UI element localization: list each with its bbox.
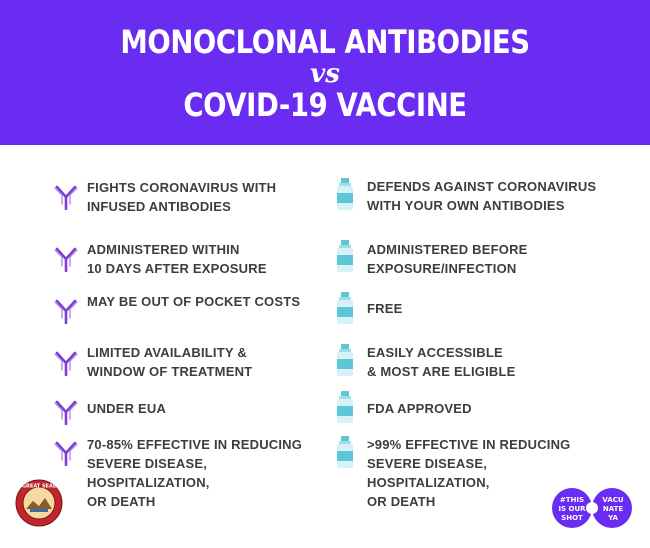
title-line-2: COVID-19 VACCINE [183, 86, 467, 124]
row-4-left-text: LIMITED AVAILABILITY & WINDOW OF TREATMENT [87, 345, 253, 379]
vaccine-vial-icon [335, 291, 355, 325]
row-6-right-text: >99% EFFECTIVE IN REDUCING SEVERE DISEASE, HOSPITALIZATION, OR DEATH [367, 437, 571, 509]
seal-text: GREAT SEAL [21, 483, 57, 490]
row-5-left-text: UNDER EUA [87, 401, 167, 416]
row-2-left-text: ADMINISTERED WITHIN 10 DAYS AFTER EXPOSURE [87, 242, 267, 276]
row-4-right-text: EASILY ACCESSIBLE & MOST ARE ELIGIBLE [367, 345, 516, 379]
svg-text:SHOT: SHOT [561, 514, 583, 522]
antibody-icon [53, 296, 79, 324]
row-2-right-text: ADMINISTERED BEFORE EXPOSURE/INFECTION [367, 242, 528, 276]
svg-text:VACU: VACU [602, 496, 624, 504]
this-is-our-shot-logo [552, 487, 634, 529]
row-3-left-text: MAY BE OUT OF POCKET COSTS [87, 294, 301, 309]
antibody-icon [53, 182, 79, 210]
great-seal-logo [15, 479, 63, 527]
title-line-1: MONOCLONAL ANTIBODIES [120, 23, 530, 61]
vaccine-vial-icon [335, 343, 355, 377]
row-1-left-text: FIGHTS CORONAVIRUS WITH INFUSED ANTIBODIES [87, 180, 277, 214]
row-1-right-text: DEFENDS AGAINST CORONAVIRUS WITH YOUR OWN ANTIBODIES [367, 179, 597, 213]
vaccine-vial-icon [335, 177, 355, 211]
antibody-icon [53, 438, 79, 466]
vaccine-vial-icon [335, 390, 355, 424]
vaccine-vial-icon [335, 435, 355, 469]
row-3-right-text: FREE [367, 301, 403, 316]
antibody-icon [53, 244, 79, 272]
row-5-right-text: FDA APPROVED [367, 401, 472, 416]
vs-label: vs [310, 59, 340, 89]
vaccine-vial-icon [335, 239, 355, 273]
antibody-icon [53, 348, 79, 376]
svg-text:#THIS: #THIS [559, 496, 585, 504]
svg-text:IS OUR: IS OUR [558, 505, 586, 513]
antibody-icon [53, 397, 79, 425]
row-6-left-text: 70-85% EFFECTIVE IN REDUCING SEVERE DISEASE, HOSPITALIZATION, OR DEATH [87, 437, 303, 509]
svg-text:YA: YA [608, 514, 618, 522]
svg-text:NATE: NATE [602, 505, 624, 513]
header-banner [0, 0, 650, 145]
